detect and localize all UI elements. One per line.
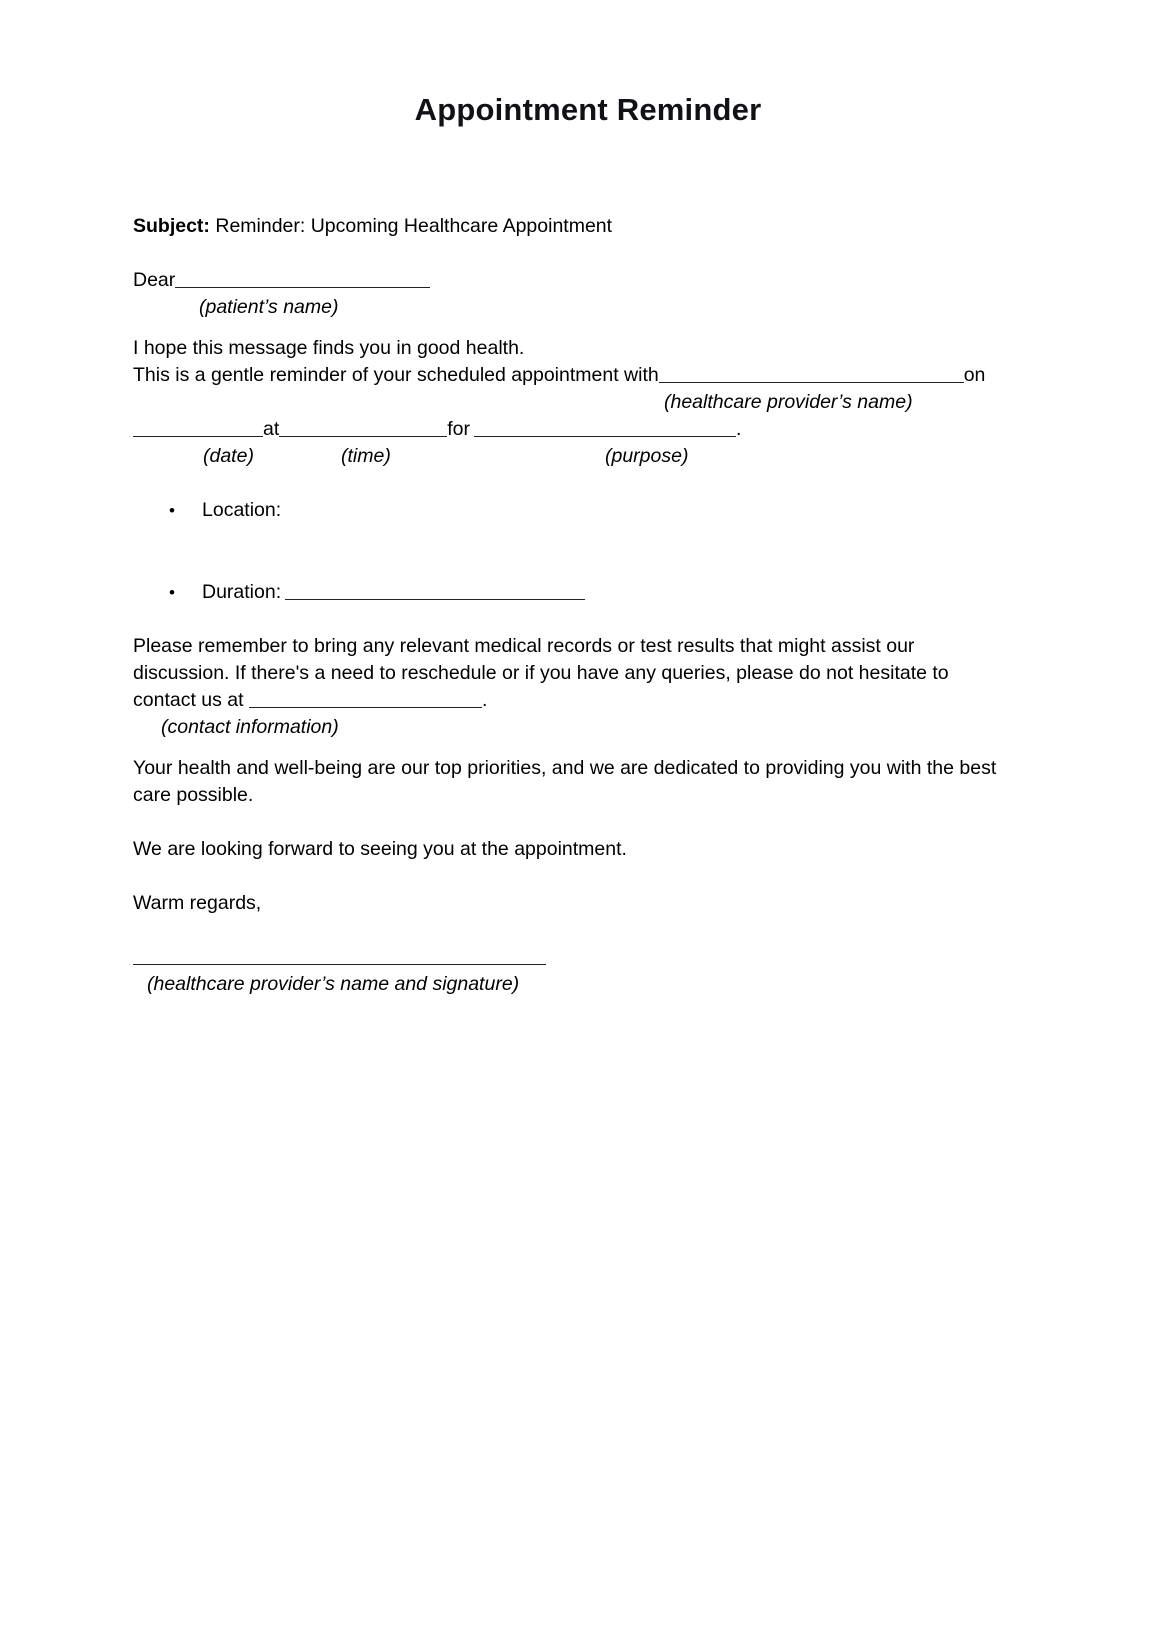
spacer [133, 470, 997, 497]
schedule-period: . [736, 418, 742, 440]
contact-caption: (contact information) [161, 716, 339, 738]
list-item [133, 497, 997, 524]
schedule-line [133, 416, 997, 443]
purpose-blank[interactable] [474, 419, 736, 437]
salutation-text: Dear [133, 269, 176, 291]
patient-name-blank[interactable] [175, 270, 430, 288]
provider-name-caption: (healthcare provider’s name) [664, 391, 913, 413]
records-text: Please remember to bring any relevant medical records or test results that might assist our discussion. If there's a need to reschedule or if you have any queries, please do not hesitate to contact us at [133, 635, 949, 711]
page-title: Appointment Reminder [414, 92, 762, 127]
contact-blank[interactable] [249, 690, 482, 708]
patient-caption-row [133, 294, 997, 321]
purpose-caption: (purpose) [605, 445, 689, 467]
time-blank[interactable] [279, 419, 447, 437]
reminder-prefix: This is a gentle reminder of your scheduled appointment with [133, 364, 659, 386]
reminder-line [133, 362, 997, 389]
provider-name-blank[interactable] [659, 365, 964, 383]
sign-off: Warm regards, [133, 892, 262, 914]
contact-caption-row [133, 714, 997, 741]
schedule-caption-row [133, 443, 997, 470]
spacer [133, 863, 997, 890]
reminder-suffix: on [963, 364, 986, 386]
details-list [133, 497, 997, 606]
list-item [133, 579, 997, 606]
spacer [133, 606, 997, 633]
subject-value: Reminder: Upcoming Healthcare Appointment [215, 215, 613, 237]
records-paragraph [133, 633, 997, 714]
spacer [133, 321, 997, 335]
spacer [133, 240, 997, 267]
closing-paragraph: We are looking forward to seeing you at the appointment. [133, 838, 627, 860]
location-label: Location: [202, 499, 282, 521]
salutation-line [133, 267, 997, 294]
subject-label: Subject: [133, 215, 210, 237]
date-blank[interactable] [133, 419, 263, 437]
duration-label: Duration: [202, 581, 282, 603]
subject-line [133, 213, 997, 240]
date-caption: (date) [203, 445, 254, 467]
priorities-paragraph: Your health and well-being are our top priorities, and we are dedicated to providing you with the best care possible. [133, 757, 997, 806]
signature-blank[interactable] [133, 947, 546, 965]
time-caption: (time) [341, 445, 391, 467]
intro-line: I hope this message finds you in good health. [133, 337, 525, 359]
spacer [133, 741, 997, 755]
spacer [133, 917, 997, 944]
patient-name-caption: (patient’s name) [199, 296, 339, 318]
document-body [133, 213, 997, 998]
signature-line [133, 944, 997, 971]
spacer [133, 524, 997, 579]
signature-caption-row [133, 971, 997, 998]
provider-caption-row [133, 389, 997, 416]
spacer [133, 809, 997, 836]
contact-period: . [482, 689, 488, 711]
at-word: at [263, 418, 280, 440]
signature-caption: (healthcare provider’s name and signature) [147, 973, 520, 995]
duration-blank[interactable] [285, 582, 585, 600]
for-word: for [447, 418, 471, 440]
